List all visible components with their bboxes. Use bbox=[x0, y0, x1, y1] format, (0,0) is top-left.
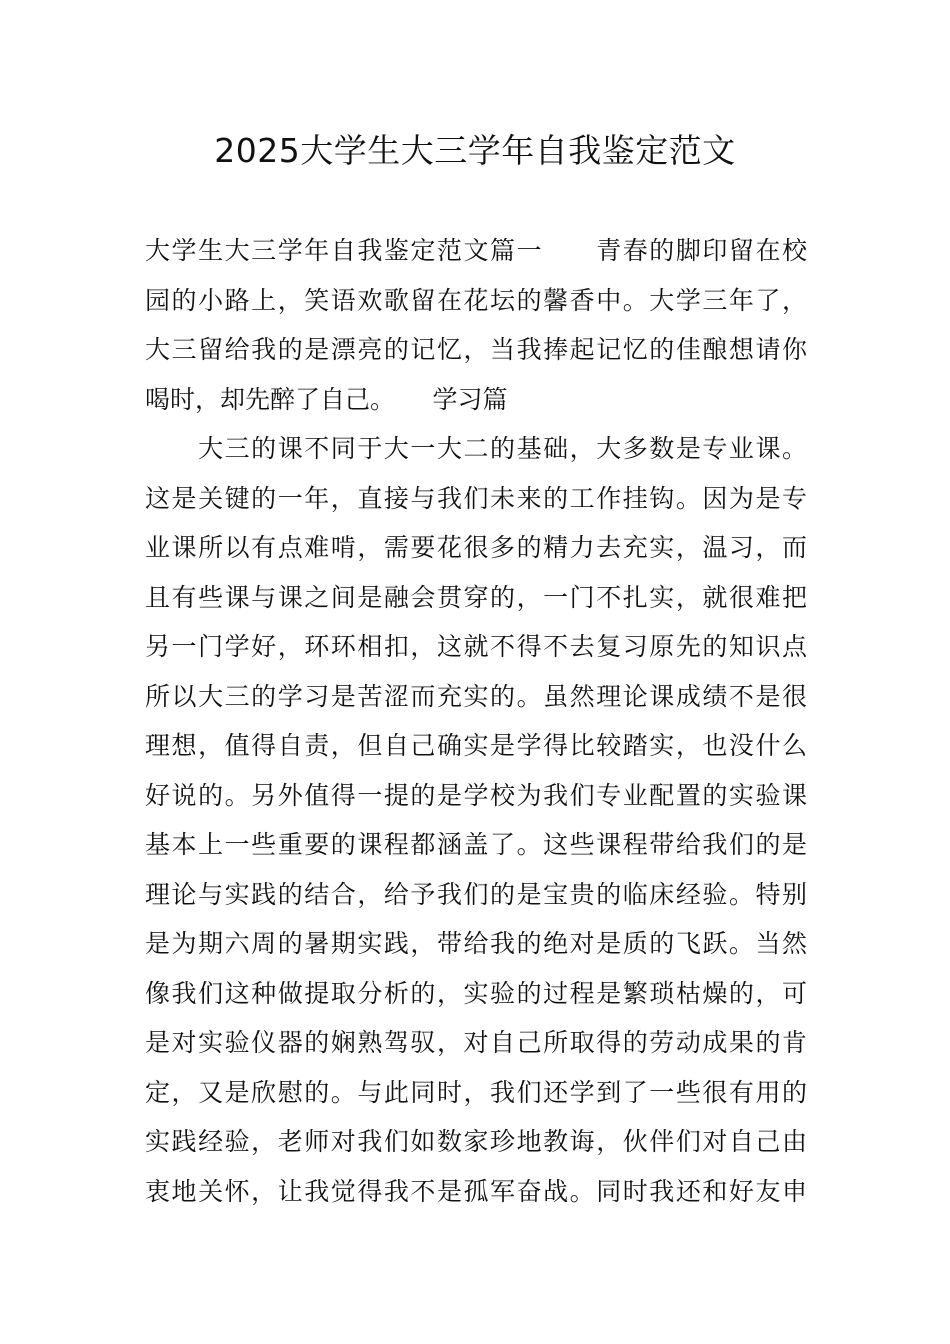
text-line: 衷地关怀，让我觉得我不是孤军奋战。同时我还和好友申 bbox=[145, 1176, 807, 1206]
document-title: 2025大学生大三学年自我鉴定范文 bbox=[214, 131, 736, 170]
text-line: 园的小路上，笑语欢歌留在花坛的馨香中。大学三年了， bbox=[145, 285, 807, 315]
text-line: 且有些课与课之间是融会贯穿的，一门不扎实，就很难把 bbox=[145, 582, 807, 612]
text-line: 另一门学好，环环相扣，这就不得不去复习原先的知识点 bbox=[145, 632, 807, 661]
text-line: 实践经验，老师对我们如数家珍地教诲，伙伴们对自己由 bbox=[145, 1127, 807, 1156]
text-line: 这是关键的一年，直接与我们未来的工作挂钩。因为是专 bbox=[145, 483, 807, 513]
document-body bbox=[145, 226, 807, 1216]
text-line: 大三的课不同于大一大二的基础，大多数是专业课。 bbox=[145, 434, 807, 463]
text-line: 理想，值得自责，但自己确实是学得比较踏实，也没什么 bbox=[145, 731, 807, 760]
text-line: 定，又是欣慰的。与此同时，我们还学到了一些很有用的 bbox=[145, 1077, 807, 1107]
text-line: 喝时，却先醉了自己。 学习篇 bbox=[145, 384, 508, 414]
text-line: 所以大三的学习是苦涩而充实的。虽然理论课成绩不是很 bbox=[145, 681, 807, 711]
text-line: 大三留给我的是漂亮的记忆，当我捧起记忆的佳酿想请你 bbox=[145, 335, 807, 364]
text-line: 业课所以有点难啃，需要花很多的精力去充实，温习，而 bbox=[145, 533, 807, 562]
text-line: 理论与实践的结合，给予我们的是宝贵的临床经验。特别 bbox=[145, 879, 807, 909]
text-line: 好说的。另外值得一提的是学校为我们专业配置的实验课 bbox=[145, 780, 807, 810]
text-line: 基本上一些重要的课程都涵盖了。这些课程带给我们的是 bbox=[145, 830, 807, 859]
text-line: 像我们这种做提取分析的，实验的过程是繁琐枯燥的，可 bbox=[145, 978, 807, 1008]
text-line: 大学生大三学年自我鉴定范文篇一 青春的脚印留在校 bbox=[145, 236, 807, 265]
text-line: 是对实验仪器的娴熟驾驭，对自己所取得的劳动成果的肯 bbox=[145, 1028, 807, 1057]
text-line: 是为期六周的暑期实践，带给我的绝对是质的飞跃。当然 bbox=[145, 929, 807, 958]
